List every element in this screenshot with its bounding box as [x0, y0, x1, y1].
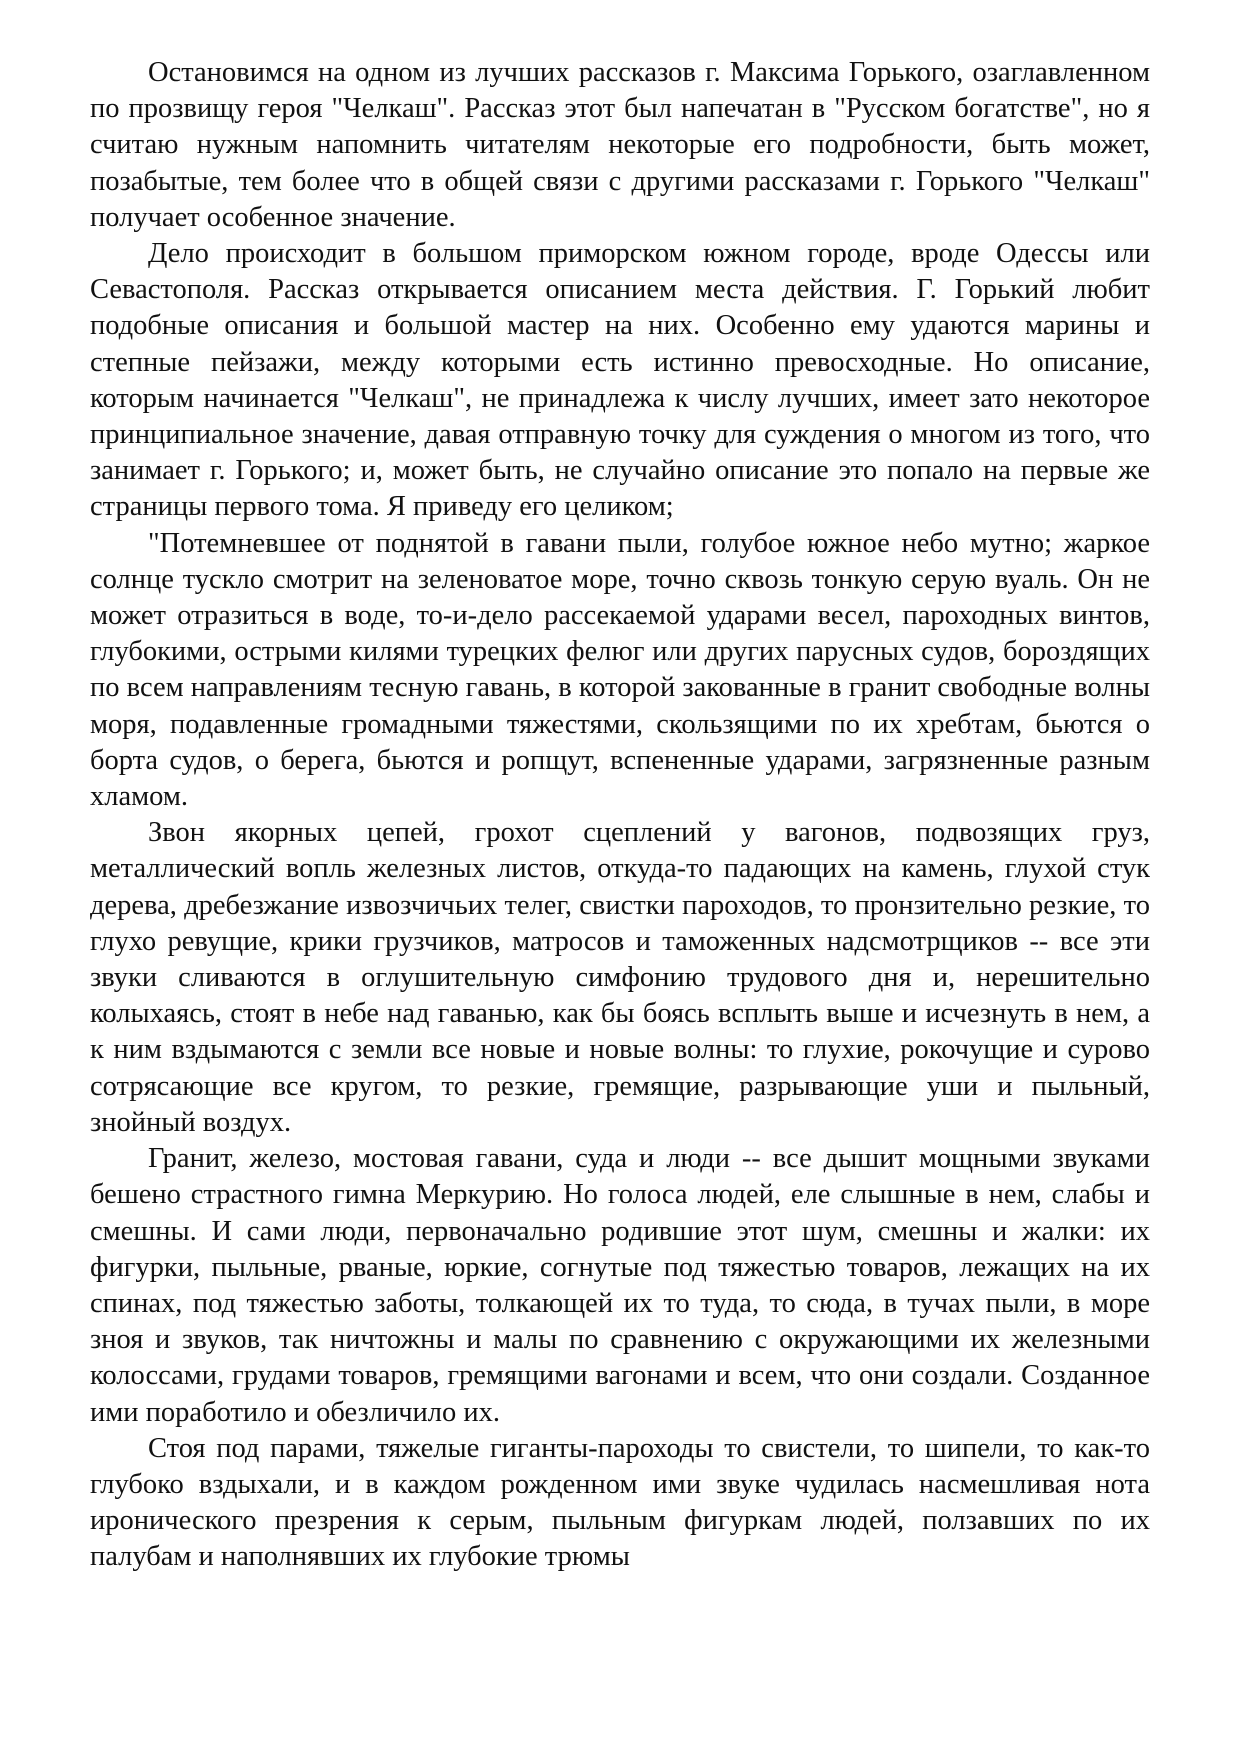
- paragraph-setting-description: Дело происходит в большом приморском южном городе, вроде Одессы или Севастополя. Рассказ открывается описанием места действия. Г. Горький любит подобные описания и большой мастер на них. Особенно ему удаются марины и степные пейзажи, между которыми есть истинно превосходные. Но описание, которым начинается "Челкаш", не принадлежа к числу лучших, имеет зато некоторое принципиальное значение, давая отправную точку для суждения о многом из того, что занимает г. Горького; и, может быть, не случайно описание это попало на первые же страницы первого тома. Я приведу его целиком;: [90, 238, 1150, 523]
- paragraph-quote-granite-iron: Гранит, железо, мостовая гавани, суда и люди -- все дышит мощными звуками бешено страстного гимна Меркурию. Но голоса людей, еле слышные в нем, слабы и смешны. И сами люди, первоначально родившие этот шум, смешны и жалки: их фигурки, пыльные, рваные, юркие, согнутые под тяжестью товаров, лежащих на их спинах, под тяжестью заботы, толкающей их то туда, то сюда, в тучах пыли, в море зноя и звуков, так ничтожны и малы по сравнению с окружающими их железными колоссами, грудами товаров, гремящими вагонами и всем, что они создали. Созданное ими поработило и обезличило их.: [90, 1143, 1150, 1428]
- document-page: [90, 55, 1150, 1715]
- paragraph-quote-harbor-sounds: Звон якорных цепей, грохот сцеплений у вагонов, подвозящих груз, металлический вопль железных листов, откуда-то падающих на камень, глухой стук дерева, дребезжание извозчичьих телег, свистки пароходов, то пронзительно резкие, то глухо ревущие, крики грузчиков, матросов и таможенных надсмотрщиков -- все эти звуки сливаются в оглушительную симфонию трудового дня и, нерешительно колыхаясь, стоят в небе над гаванью, как бы боясь всплыть выше и исчезнуть в нем, а к ним вздымаются с земли все новые и новые волны: то глухие, рокочущие и сурово сотрясающие все кругом, то резкие, гремящие, разрывающие уши и пыльный, знойный воздух.: [90, 817, 1150, 1138]
- paragraph-quote-harbor-sky: "Потемневшее от поднятой в гавани пыли, голубое южное небо мутно; жаркое солнце тускло смотрит на зеленоватое море, точно сквозь тонкую серую вуаль. Он не может отразиться в воде, то-и-дело рассекаемой ударами весел, пароходных винтов, глубокими, острыми килями турецких фелюг или других парусных судов, бороздящих по всем направлениям тесную гавань, в которой закованные в гранит свободные волны моря, подавленные громадными тяжестями, скользящими по их хребтам, бьются о борта судов, о берега, бьются и ропщут, вспененные ударами, загрязненные разным хламом.: [90, 527, 1150, 813]
- paragraph-chelkash-intro: Остановимся на одном из лучших рассказов г. Максима Горького, озаглавленном по прозвищу героя "Челкаш". Рассказ этот был напечатан в "Русском богатстве", но я считаю нужным напомнить читателям некоторые его подробности, быть может, позабытые, тем более что в общей связи с другими рассказами г. Горького "Челкаш" получает особенное значение.: [90, 57, 1150, 233]
- paragraph-quote-steamships: Стоя под парами, тяжелые гиганты-пароходы то свистели, то шипели, то как-то глубоко вздыхали, и в каждом рожденном ими звуке чудилась насмешливая нота иронического презрения к серым, пыльным фигуркам людей, ползавших по их палубам и наполнявших их глубокие трюмы: [90, 1432, 1150, 1573]
